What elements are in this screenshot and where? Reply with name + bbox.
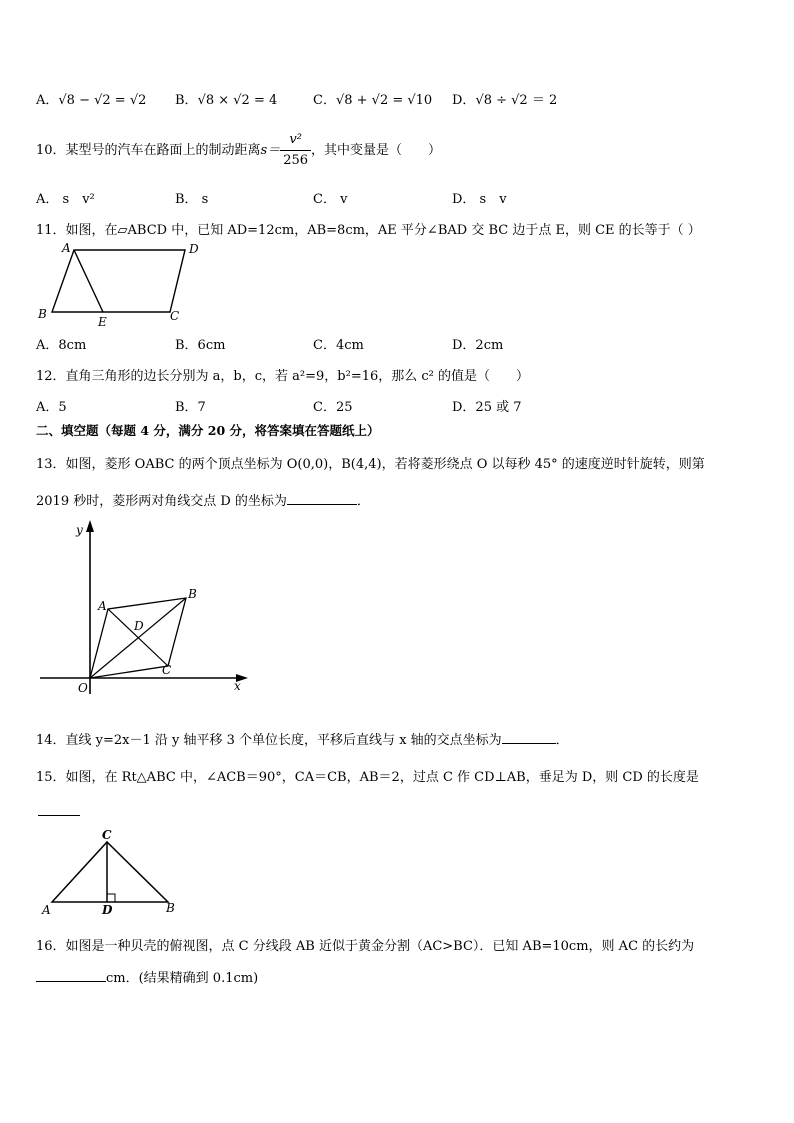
label-c: C [170, 309, 180, 323]
q10-option-b: B． s [175, 192, 209, 207]
q13-line2: 2019 秒时，菱形两对角线交点 D 的坐标为 ． [36, 494, 370, 509]
label-a: A [42, 903, 51, 916]
section-fill-blank-title: 二、填空题（每题 4 分，满分 20 分，将答案填在答题纸上） [36, 423, 380, 438]
label-b: B [188, 587, 197, 601]
q9-option-b: B．√8 × √2 = 4 [175, 93, 278, 108]
q13-answer-blank[interactable] [287, 492, 357, 505]
q12-option-d: D．25 或 7 [452, 400, 522, 415]
q13-line1: 13．如图，菱形 OABC 的两个顶点坐标为 O(0,0)，B(4,4)，若将菱形绕点 O 以每秒 45° 的速度逆时针旋转，则第 [36, 457, 705, 472]
label-o: O [78, 681, 88, 695]
q11-option-a: A．8cm [36, 338, 87, 353]
q12-stem: 12．直角三角形的边长分别为 a，b，c，若 a²=9，b²=16，那么 c² 的值是（ ） [36, 369, 530, 384]
label-a: A [98, 599, 107, 613]
q12-option-b: B．7 [175, 400, 206, 415]
q12-option-c: C．25 [313, 400, 353, 415]
parallelogram-abcd [52, 250, 185, 312]
q16-answer-blank[interactable] [36, 969, 106, 982]
right-angle-mark [107, 894, 115, 902]
q9-option-a: A．√8 − √2 = √2 [36, 93, 147, 108]
q16-line1: 16．如图是一种贝壳的俯视图，点 C 分线段 AB 近似于黄金分割（AC>BC）．已知 AB=10cm，则 AC 的长约为 [36, 939, 695, 954]
triangle-abc [52, 842, 168, 902]
q15-answer-blank[interactable] [38, 803, 80, 816]
q10-option-d: D． s v [452, 192, 507, 207]
q9-option-d: D．√8 ÷ √2 ＝ 2 [452, 93, 558, 108]
q13-rhombus-figure [36, 518, 256, 698]
y-axis-arrow [86, 520, 94, 532]
q10-option-a: A． s v² [36, 192, 95, 207]
label-b: B [38, 307, 47, 321]
q11-stem: 11．如图，在▱ABCD 中，已知 AD=12cm，AB=8cm，AE 平分∠BAD 交 BC 边于点 E，则 CE 的长等于（ ） [36, 223, 701, 238]
q10-option-c: C． v [313, 192, 348, 207]
label-c: C [162, 663, 172, 677]
q11-option-d: D．2cm [452, 338, 504, 353]
label-a: A [62, 241, 71, 255]
label-c: C [102, 828, 112, 842]
q11-parallelogram-figure [32, 238, 212, 330]
q15-triangle-figure [38, 828, 188, 916]
q10-fraction: $\frac{\text{v²}}{256}$ [280, 130, 311, 171]
label-d: D [134, 619, 144, 633]
label-d: D [102, 903, 113, 916]
q16-line2: cm．(结果精确到 0.1cm) [36, 967, 258, 986]
q11-option-b: B．6cm [175, 338, 226, 353]
q14-stem: 14．直线 y=2x－1 沿 y 轴平移 3 个单位长度，平移后直线与 x 轴的交点坐标为 ． [36, 733, 569, 748]
label-x: x [234, 679, 241, 693]
q9-option-c: C．√8 + √2 = √10 [313, 93, 433, 108]
q14-answer-blank[interactable] [502, 731, 556, 744]
q11-option-c: C．4cm [313, 338, 364, 353]
q12-option-a: A．5 [36, 400, 67, 415]
label-b: B [166, 901, 175, 915]
label-y: y [76, 523, 83, 537]
label-d: D [189, 242, 199, 256]
segment-ae [74, 250, 103, 312]
diagonal-ac [108, 609, 168, 666]
q15-stem: 15．如图，在 Rt△ABC 中，∠ACB＝90°，CA＝CB，AB＝2，过点 C 作 CD⊥AB，垂足为 D，则 CD 的长度是 [36, 770, 699, 785]
q10-stem: 10．某型号的汽车在路面上的制动距离s＝ $\frac{\text{v²}}{256}$ ，其中变量是（ ） [36, 130, 441, 171]
label-e: E [98, 315, 107, 329]
